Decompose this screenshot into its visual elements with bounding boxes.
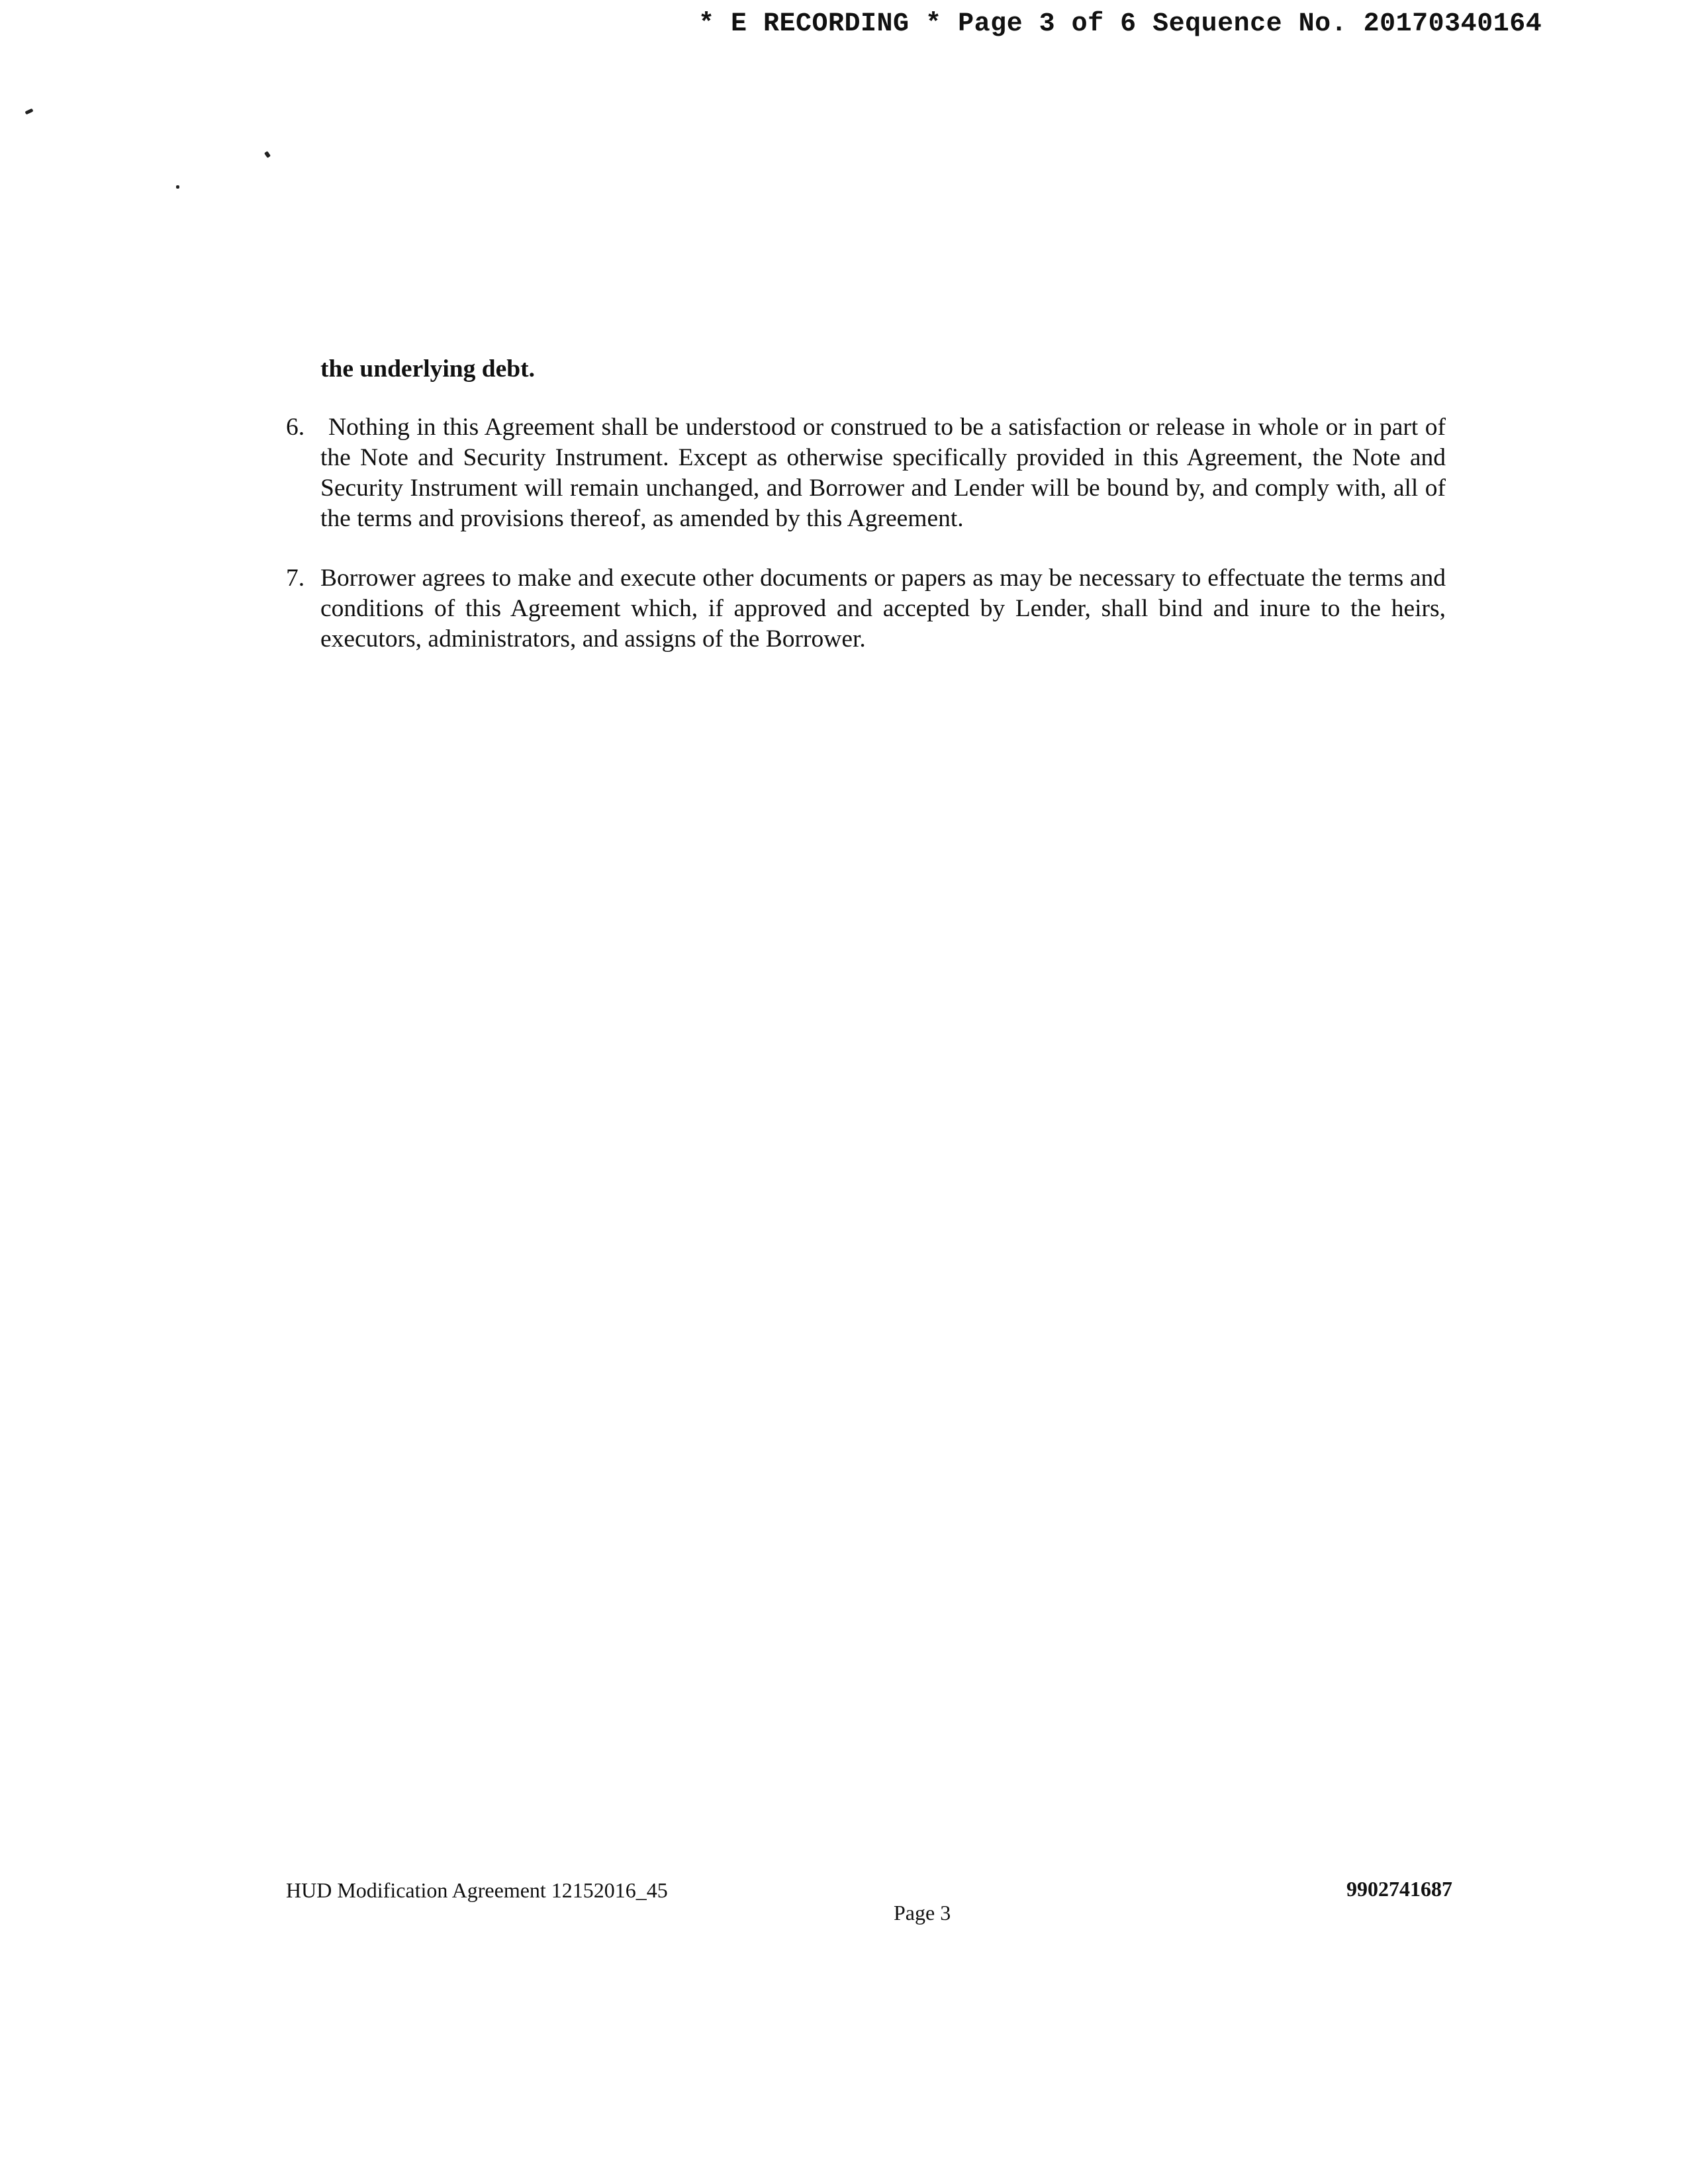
scan-speck bbox=[25, 109, 34, 115]
clause-7 bbox=[286, 563, 1446, 655]
clause-text: Borrower agrees to make and execute other documents or papers as may be necessary to effectuate the terms and conditions of this Agreement which, if approved and accepted by Lender, shall bind and inure to the heirs, executors, administrators, and assigns of the Borrower. bbox=[320, 565, 1446, 653]
clause-number: 7. bbox=[286, 565, 305, 592]
clause-text: Nothing in this Agreement shall be understood or construed to be a satisfaction or release in whole or in part of the Note and Security Instrument. Except as otherwise specifically provided in this Agreement, the Note and Security Instrument will remain unchanged, and Borrower and Lender will be bound by, and comply with, all of the terms and provisions thereof, as amended by this Agreement. bbox=[320, 414, 1446, 532]
clause-6 bbox=[286, 412, 1446, 534]
footer-document-id: HUD Modification Agreement 12152016_45 bbox=[286, 1878, 668, 1902]
footer-page-number: Page 3 bbox=[894, 1901, 951, 1925]
continued-clause-text: the underlying debt. bbox=[320, 355, 536, 383]
footer-loan-number: 9902741687 bbox=[1346, 1877, 1452, 1901]
document-body bbox=[286, 354, 1446, 684]
scan-speck bbox=[264, 151, 271, 158]
scan-speck bbox=[176, 185, 179, 189]
clause-number: 6. bbox=[286, 414, 305, 441]
recording-stamp: * E RECORDING * Page 3 of 6 Sequence No. 20170340164 bbox=[698, 9, 1542, 39]
